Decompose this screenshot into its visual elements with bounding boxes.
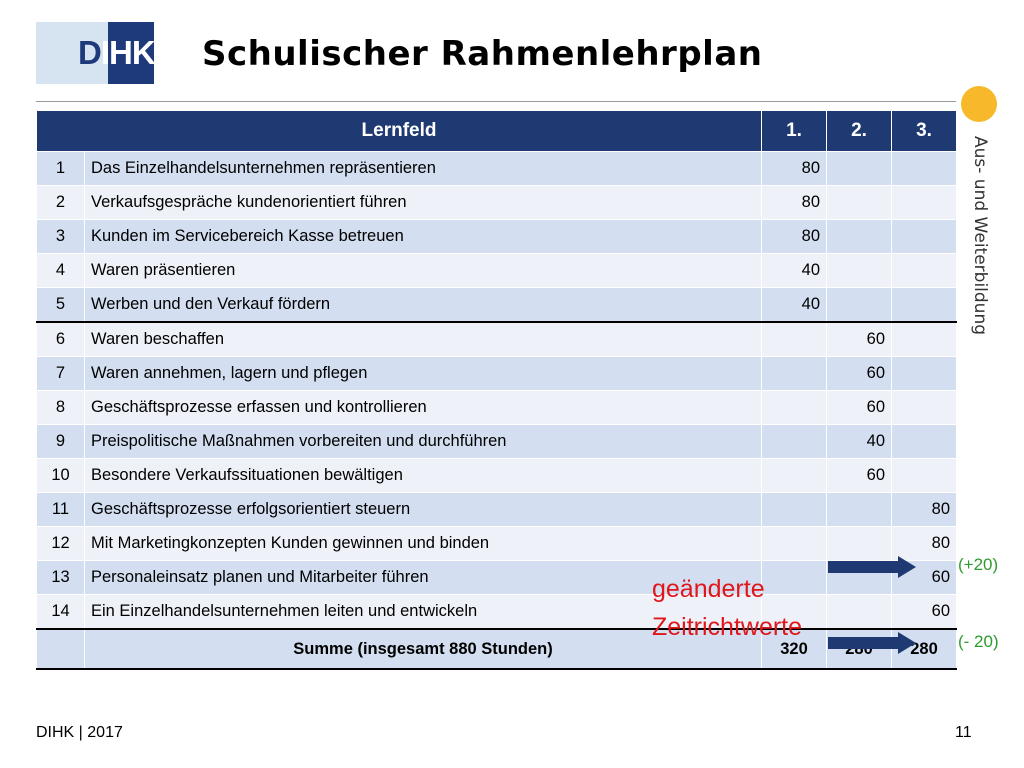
hours-year-2: [827, 186, 892, 220]
hours-year-1: 80: [762, 186, 827, 220]
table-row: [37, 527, 957, 561]
table-row: [37, 322, 957, 357]
hours-year-2: [827, 254, 892, 288]
hours-year-1: [762, 527, 827, 561]
arrow-right-icon: [828, 556, 916, 578]
hours-year-3: 60: [892, 561, 957, 595]
hours-year-1: [762, 459, 827, 493]
table-row: [37, 254, 957, 288]
dihk-logo: [36, 22, 154, 84]
lernfeld-number: 10: [37, 459, 85, 493]
table-row: [37, 595, 957, 630]
hours-year-2: 60: [827, 357, 892, 391]
table-row: [37, 459, 957, 493]
table-row: [37, 425, 957, 459]
hours-year-2: [827, 595, 892, 630]
changed-time-note: [652, 570, 802, 646]
footer-text: DIHK | 2017: [36, 724, 123, 741]
lernfeld-name: Das Einzelhandelsunternehmen repräsentieren: [85, 152, 762, 186]
hours-year-3: [892, 254, 957, 288]
delta-plus-20: (+20): [958, 555, 999, 574]
hours-year-2: 40: [827, 425, 892, 459]
hours-year-3: 60: [892, 595, 957, 630]
note-line-2: Zeitrichtwerte: [652, 613, 803, 641]
hours-year-1: 40: [762, 254, 827, 288]
hours-year-2: [827, 152, 892, 186]
lernfeld-name: Waren beschaffen: [85, 322, 762, 357]
hours-year-3: [892, 186, 957, 220]
arrow-right-icon: [828, 632, 916, 654]
hours-year-2: [827, 493, 892, 527]
header-year-1: 1.: [762, 111, 827, 152]
lernfeld-name: Waren präsentieren: [85, 254, 762, 288]
lernfeld-name: Geschäftsprozesse erfassen und kontrollieren: [85, 391, 762, 425]
table-row: [37, 186, 957, 220]
side-label-text: Aus- und Weiterbildung: [970, 136, 990, 336]
lernfeld-number: 8: [37, 391, 85, 425]
hours-year-2: 60: [827, 391, 892, 425]
note-line-1: geänderte: [652, 575, 765, 603]
hours-year-2: [827, 220, 892, 254]
logo-text: [78, 34, 155, 72]
lernfeld-number: 5: [37, 288, 85, 323]
lernfeld-number: 2: [37, 186, 85, 220]
logo-letters-ihk: IHK: [100, 34, 155, 71]
lernfeld-number: 1: [37, 152, 85, 186]
table-row: [37, 152, 957, 186]
page-number: 11: [955, 724, 972, 741]
table-header-row: [37, 111, 957, 152]
hours-year-1: [762, 322, 827, 357]
lernfeld-name: Waren annehmen, lagern und pflegen: [85, 357, 762, 391]
lernfeld-number: 12: [37, 527, 85, 561]
lernfeld-name: Personaleinsatz planen und Mitarbeiter führen: [85, 561, 762, 595]
header-lernfeld: Lernfeld: [37, 111, 762, 152]
hours-year-3: 80: [892, 493, 957, 527]
table-row: [37, 288, 957, 323]
logo-letter-d: D: [78, 34, 101, 71]
lernfeld-name: Kunden im Servicebereich Kasse betreuen: [85, 220, 762, 254]
title-divider: [36, 101, 956, 102]
sum-row: [37, 629, 957, 669]
hours-year-1: [762, 425, 827, 459]
hours-year-2: [827, 288, 892, 323]
hours-year-1: 40: [762, 288, 827, 323]
table-row: [37, 357, 957, 391]
lernfeld-name: Mit Marketingkonzepten Kunden gewinnen und binden: [85, 527, 762, 561]
lernfeld-number: 13: [37, 561, 85, 595]
lernfeld-name: Preispolitische Maßnahmen vorbereiten und durchführen: [85, 425, 762, 459]
hours-year-3: [892, 322, 957, 357]
lernfeld-name: Verkaufsgespräche kundenorientiert führen: [85, 186, 762, 220]
hours-year-3: [892, 391, 957, 425]
hours-year-1: [762, 357, 827, 391]
lernfeld-number: 3: [37, 220, 85, 254]
hours-year-3: [892, 459, 957, 493]
header-year-3: 3.: [892, 111, 957, 152]
lernfeld-number: 14: [37, 595, 85, 630]
hours-year-2: 60: [827, 322, 892, 357]
lernfeld-name: Besondere Verkaufssituationen bewältigen: [85, 459, 762, 493]
header-year-2: 2.: [827, 111, 892, 152]
hours-year-3: [892, 425, 957, 459]
hours-year-2: 60: [827, 459, 892, 493]
lernfeld-name: Ein Einzelhandelsunternehmen leiten und entwickeln: [85, 595, 762, 630]
hours-year-1: 80: [762, 220, 827, 254]
hours-year-1: [762, 493, 827, 527]
lernfeld-number: 7: [37, 357, 85, 391]
delta-minus-20: (- 20): [958, 632, 999, 651]
lernfeld-number: 11: [37, 493, 85, 527]
table-row: [37, 493, 957, 527]
hours-year-1: 80: [762, 152, 827, 186]
sum-empty-cell: [37, 629, 85, 669]
hours-year-3: [892, 357, 957, 391]
hours-year-3: [892, 288, 957, 323]
sum-year-3: 280: [892, 629, 957, 669]
table-body: [37, 152, 957, 670]
sum-year-1: 320: [762, 629, 827, 669]
side-label: [962, 136, 992, 336]
table-row: [37, 220, 957, 254]
lernfeld-number: 4: [37, 254, 85, 288]
hours-year-3: [892, 220, 957, 254]
lernfeld-table: [36, 110, 957, 670]
lernfeld-number: 6: [37, 322, 85, 357]
page-title: Schulischer Rahmenlehrplan: [202, 34, 763, 74]
lernfeld-name: Geschäftsprozesse erfolgsorientiert steuern: [85, 493, 762, 527]
hours-year-3: [892, 152, 957, 186]
lernfeld-number: 9: [37, 425, 85, 459]
hours-year-3: 80: [892, 527, 957, 561]
sum-label: Summe (insgesamt 880 Stunden): [85, 629, 762, 669]
hours-year-1: [762, 391, 827, 425]
circle-icon: [961, 86, 997, 122]
table-row: [37, 561, 957, 595]
table-row: [37, 391, 957, 425]
lernfeld-name: Werben und den Verkauf fördern: [85, 288, 762, 323]
